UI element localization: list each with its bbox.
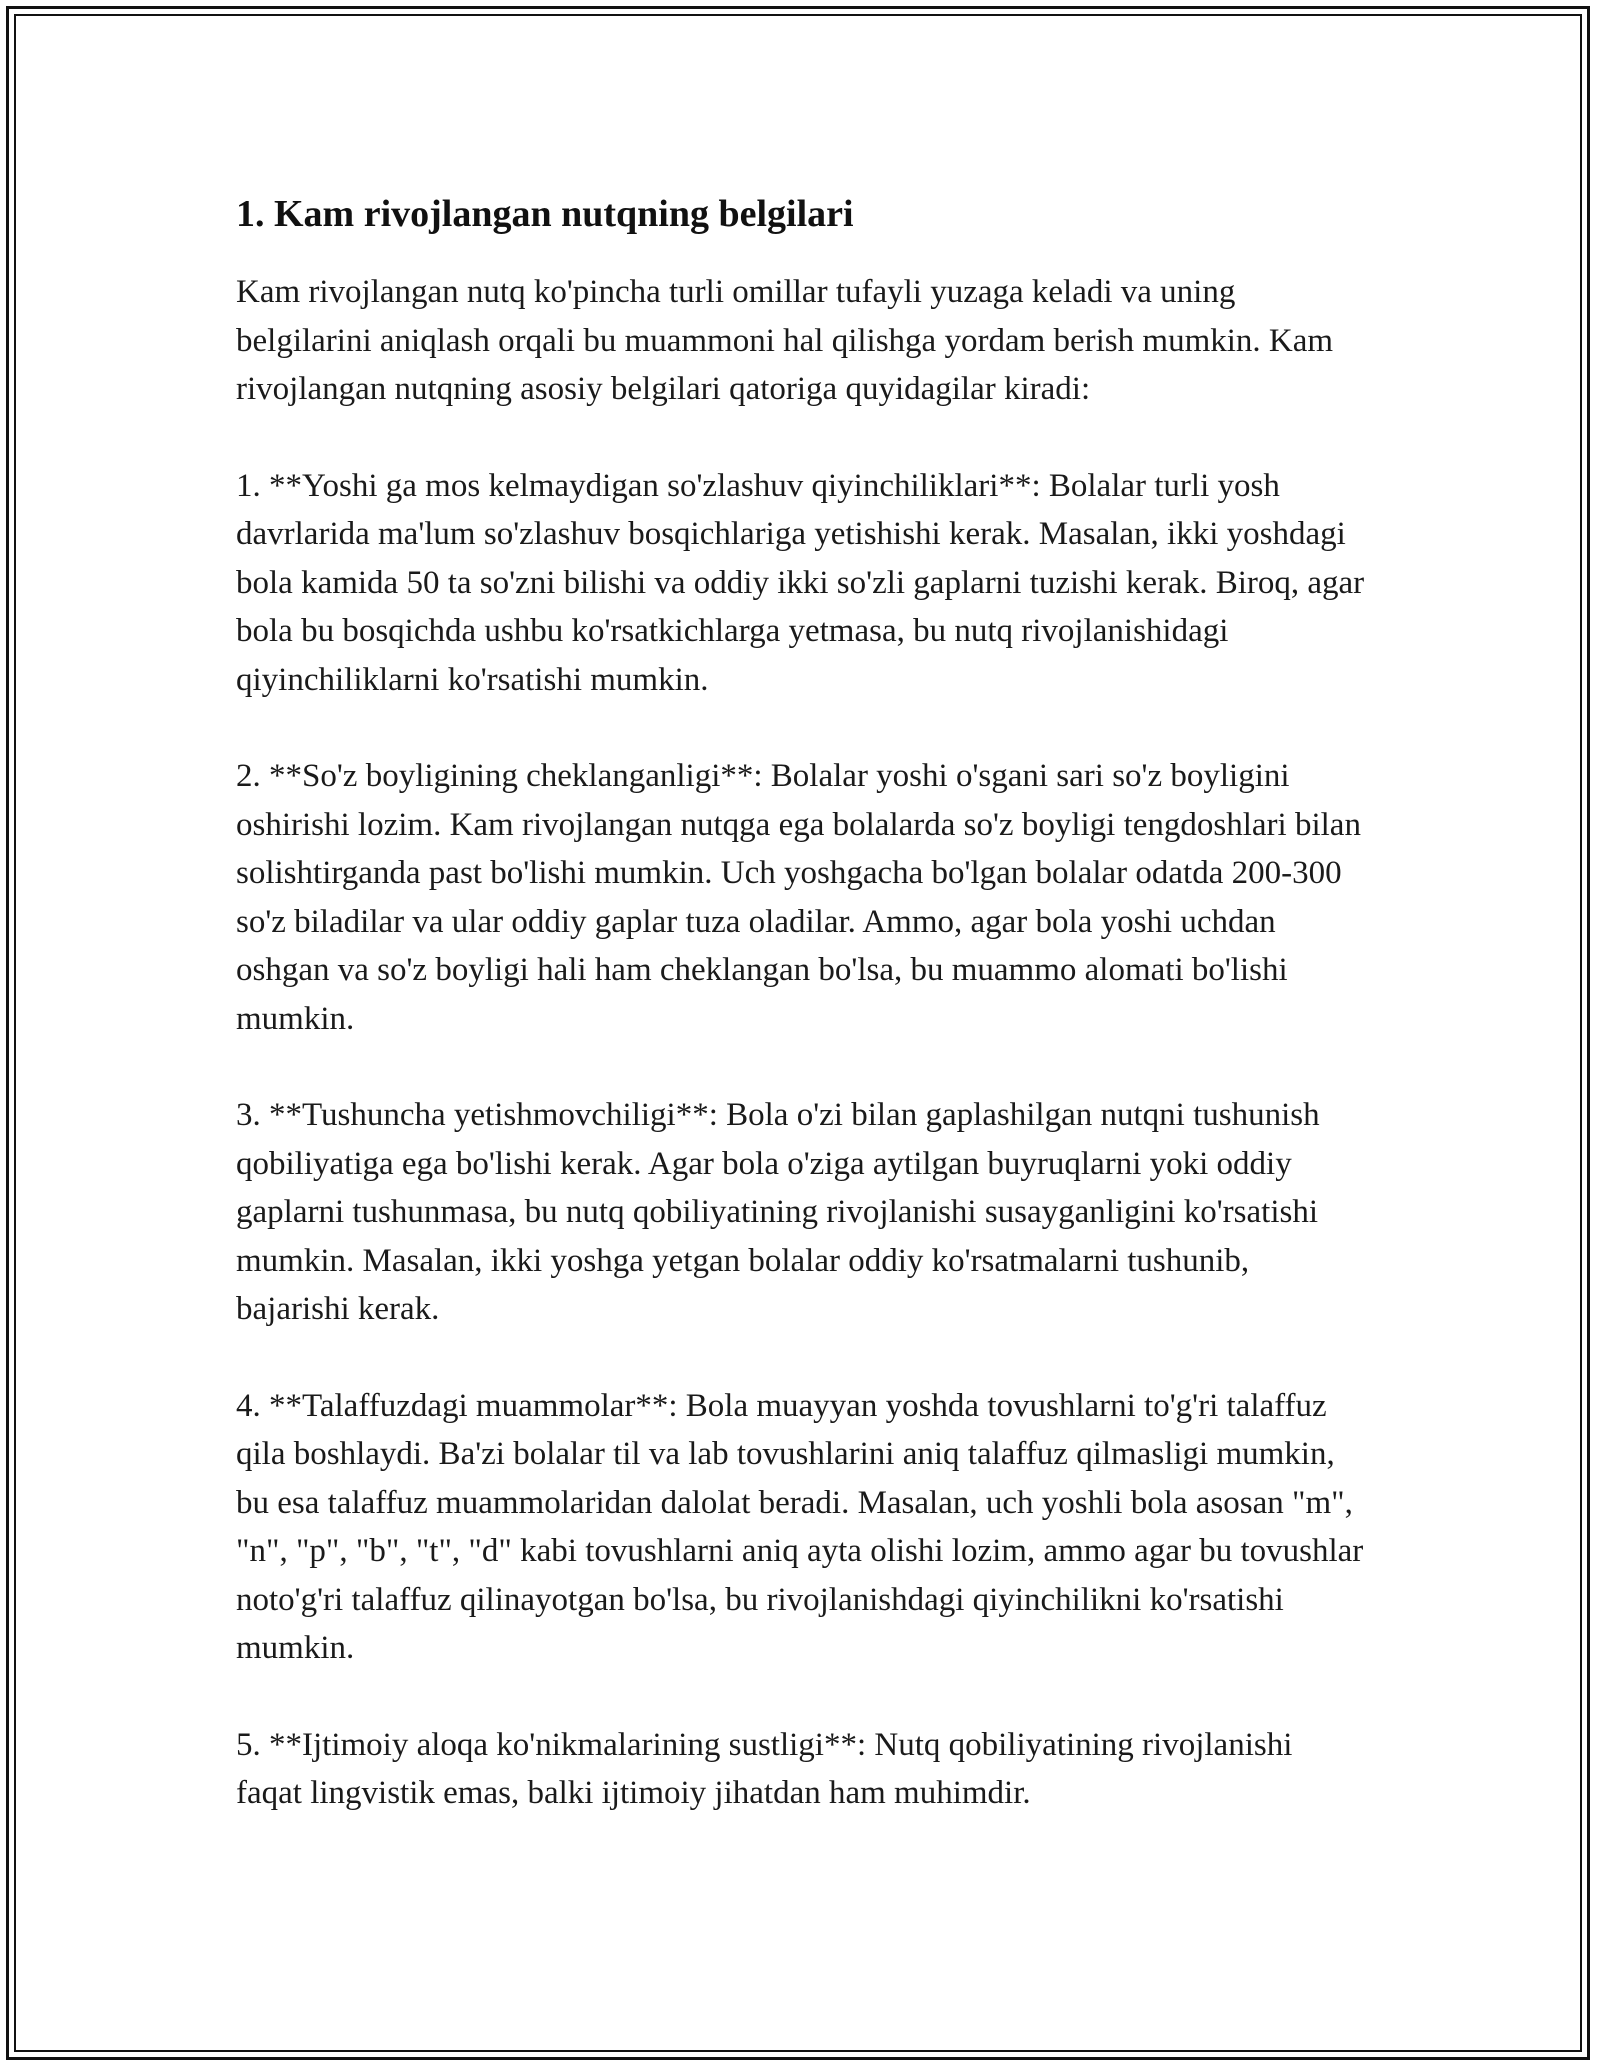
list-item-4: 4. **Talaffuzdagi muammolar**: Bola muayyan yoshda tovushlarni to'g'ri talaffuz qila boshlaydi. Ba'zi bolalar til va lab tovushlarini aniq talaffuz qilmasligi mumkin, bu esa talaffuz muammolaridan dalolat beradi. Masalan, uch yoshli bola asosan "m", "n", "p", "b", "t", "d" kabi tovushlarni aniq ayta olishi lozim, ammo agar bu tovushlar noto'g'ri talaffuz qilinayotgan bo'lsa, bu rivojlanishdagi qiyinchilikni ko'rsatishi mumkin. [236,1387,1364,1666]
list-item-1: 1. **Yoshi ga mos kelmaydigan so'zlashuv qiyinchiliklari**: Bolalar turli yosh davrlarida ma'lum so'zlashuv bosqichlariga yetishishi kerak. Masalan, ikki yoshdagi bola kamida 50 ta so'zni bilishi va oddiy ikki so'zli gaplarni tuzishi kerak. Biroq, agar bola bu bosqichda ushbu ko'rsatkichlarga yetmasa, bu nutq rivojlanishidagi qiyinchiliklarni ko'rsatishi mumkin. [236,467,1365,698]
list-item-2: 2. **So'z boyligining cheklanganligi**: Bolalar yoshi o'sgani sari so'z boyligini oshirishi lozim. Kam rivojlangan nutqga ega bolalarda so'z boyligi tengdoshlari bilan solishtirganda past bo'lishi mumkin. Uch yoshgacha bo'lgan bolalar odatda 200-300 so'z biladilar va ular oddiy gaplar tuza oladilar. Ammo, agar bola yoshi uchdan oshgan va so'z boyligi hali ham cheklangan bo'lsa, bu muammo alomati bo'lishi mumkin. [236,758,1361,1037]
document-body [236,190,1366,1866]
list-item-3: 3. **Tushuncha yetishmovchiligi**: Bola o'zi bilan gaplashilgan nutqni tushunish qobiliyatiga ega bo'lishi kerak. Agar bola o'ziga aytilgan buyruqlarni yoki oddiy gaplarni tushunmasa, bu nutq qobiliyatining rivojlanishi susayganligini ko'rsatishi mumkin. Masalan, ikki yoshga yetgan bolalar oddiy ko'rsatmalarni tushunib, bajarishi kerak. [236,1097,1320,1327]
intro-paragraph: Kam rivojlangan nutq ko'pincha turli omillar tufayli yuzaga keladi va uning belgilarini aniqlash orqali bu muammoni hal qilishga yordam berish mumkin. Kam rivojlangan nutqning asosiy belgilari qatoriga quyidagilar kiradi: [236,274,1334,407]
list-item-5: 5. **Ijtimoiy aloqa ko'nikmalarining sustligi**: Nutq qobiliyatining rivojlanishi faqat lingvistik emas, balki ijtimoiy jihatdan ham muhimdir. [236,1726,1293,1811]
section-heading: 1. Kam rivojlangan nutqning belgilari [236,193,854,235]
